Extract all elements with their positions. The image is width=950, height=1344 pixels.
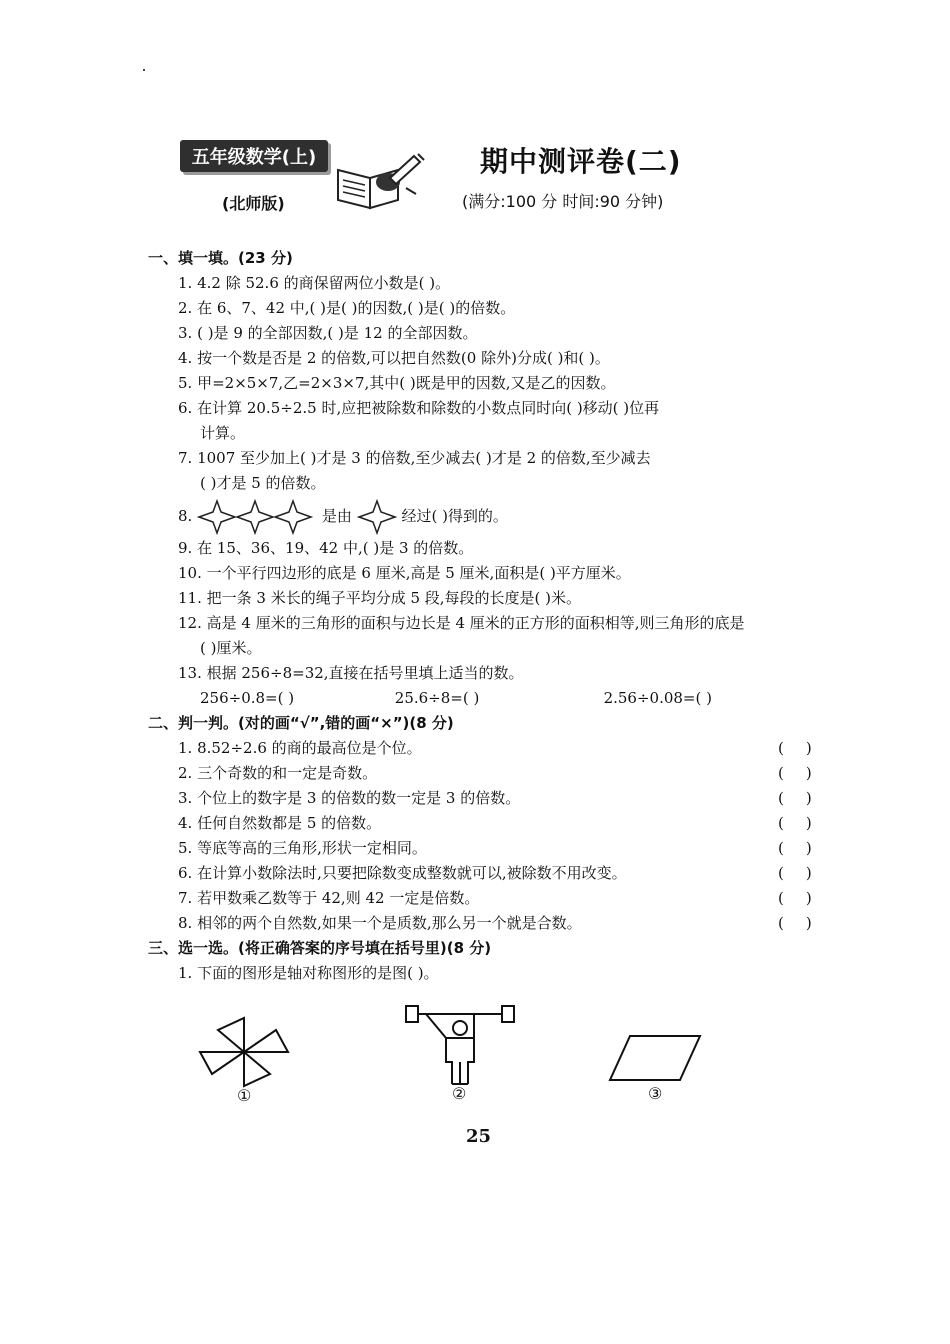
q8-number: 8. [178, 507, 193, 525]
judge-text: 4. 任何自然数都是 5 的倍数。 [178, 814, 382, 832]
question-1-12-cont: ( )厘米。 [200, 639, 262, 657]
exam-meta: (满分:100 分 时间:90 分钟) [462, 192, 664, 211]
scan-dot [143, 69, 145, 71]
question-1-6: 6. 在计算 20.5÷2.5 时,应把被除数和除数的小数点同时向( )移动( )位再 [178, 399, 660, 417]
parallelogram-figure [608, 1034, 704, 1082]
judge-text: 8. 相邻的两个自然数,如果一个是质数,那么另一个就是合数。 [178, 914, 582, 932]
judge-text: 6. 在计算小数除法时,只要把除数变成整数就可以,被除数不用改变。 [178, 864, 627, 882]
question-1-13-parts [148, 686, 828, 711]
three-stars-figure [197, 499, 317, 535]
book-pen-illustration [330, 150, 430, 212]
q8-middle-text: 是由 [321, 507, 352, 525]
question-1-8 [148, 496, 828, 536]
q13-part-c: 2.56÷0.08=( ) [603, 689, 712, 707]
section-2-heading: 二、判一判。(对的画“√”,错的画“×”)(8 分) [148, 714, 454, 732]
answer-bracket: () [778, 889, 834, 907]
answer-bracket: () [778, 814, 834, 832]
judge-text: 5. 等底等高的三角形,形状一定相同。 [178, 839, 427, 857]
judge-item [148, 761, 834, 786]
section-1-heading: 一、填一填。(23 分) [148, 249, 293, 267]
question-1-7-cont: ( )才是 5 的倍数。 [200, 474, 326, 492]
page-title: 期中测评卷(二) [480, 145, 682, 178]
choice-question-1: 1. 下面的图形是轴对称图形的是图( )。 [178, 964, 439, 982]
question-1-4: 4. 按一个数是否是 2 的倍数,可以把自然数(0 除外)分成( )和( )。 [178, 349, 610, 367]
answer-bracket: () [778, 839, 834, 857]
exam-body [148, 246, 834, 986]
page-number: 25 [466, 1126, 492, 1147]
answer-bracket: () [778, 739, 834, 757]
judge-item [148, 811, 834, 836]
answer-bracket: () [778, 914, 834, 932]
q13-part-b: 25.6÷8=( ) [394, 689, 480, 707]
figure-label-3: ③ [648, 1084, 663, 1103]
question-1-9: 9. 在 15、36、19、42 中,( )是 3 的倍数。 [178, 539, 474, 557]
judge-item [148, 836, 834, 861]
question-1-2: 2. 在 6、7、42 中,( )是( )的因数,( )是( )的倍数。 [178, 299, 516, 317]
figure-label-1: ① [237, 1086, 252, 1105]
question-1-13: 13. 根据 256÷8=32,直接在括号里填上适当的数。 [178, 664, 524, 682]
judge-item [148, 886, 834, 911]
question-1-11: 11. 把一条 3 米长的绳子平均分成 5 段,每段的长度是( )米。 [178, 589, 582, 607]
weightlifter-figure [404, 1002, 516, 1086]
judge-item [148, 911, 834, 936]
question-1-10: 10. 一个平行四边形的底是 6 厘米,高是 5 厘米,面积是( )平方厘米。 [178, 564, 631, 582]
q8-suffix-text: 经过( )得到的。 [401, 507, 508, 525]
question-1-1: 1. 4.2 除 52.6 的商保留两位小数是( )。 [178, 274, 451, 292]
answer-bracket: () [778, 764, 834, 782]
question-1-3: 3. ( )是 9 的全部因数,( )是 12 的全部因数。 [178, 324, 478, 342]
judge-item [148, 736, 834, 761]
judge-text: 7. 若甲数乘乙数等于 42,则 42 一定是倍数。 [178, 889, 480, 907]
q13-part-a: 256÷0.8=( ) [200, 689, 295, 707]
judge-text: 1. 8.52÷2.6 的商的最高位是个位。 [178, 739, 422, 757]
question-1-6-cont: 计算。 [200, 424, 246, 442]
answer-bracket: () [778, 864, 834, 882]
figure-label-2: ② [452, 1084, 467, 1103]
edition-label: (北师版) [222, 194, 285, 213]
judge-text: 3. 个位上的数字是 3 的倍数的数一定是 3 的倍数。 [178, 789, 521, 807]
grade-badge: 五年级数学(上) [180, 140, 328, 172]
pinwheel-figure [196, 1016, 292, 1088]
answer-bracket: () [778, 789, 834, 807]
judge-item [148, 786, 834, 811]
single-star-figure [357, 499, 397, 535]
judge-item [148, 861, 834, 886]
question-1-12: 12. 高是 4 厘米的三角形的面积与边长是 4 厘米的正方形的面积相等,则三角形的底是 [178, 614, 745, 632]
section-3-heading: 三、选一选。(将正确答案的序号填在括号里)(8 分) [148, 939, 492, 957]
judge-text: 2. 三个奇数的和一定是奇数。 [178, 764, 378, 782]
question-1-7: 7. 1007 至少加上( )才是 3 的倍数,至少减去( )才是 2 的倍数,至少减去 [178, 449, 651, 467]
question-1-5: 5. 甲=2×5×7,乙=2×3×7,其中( )既是甲的因数,又是乙的因数。 [178, 374, 616, 392]
